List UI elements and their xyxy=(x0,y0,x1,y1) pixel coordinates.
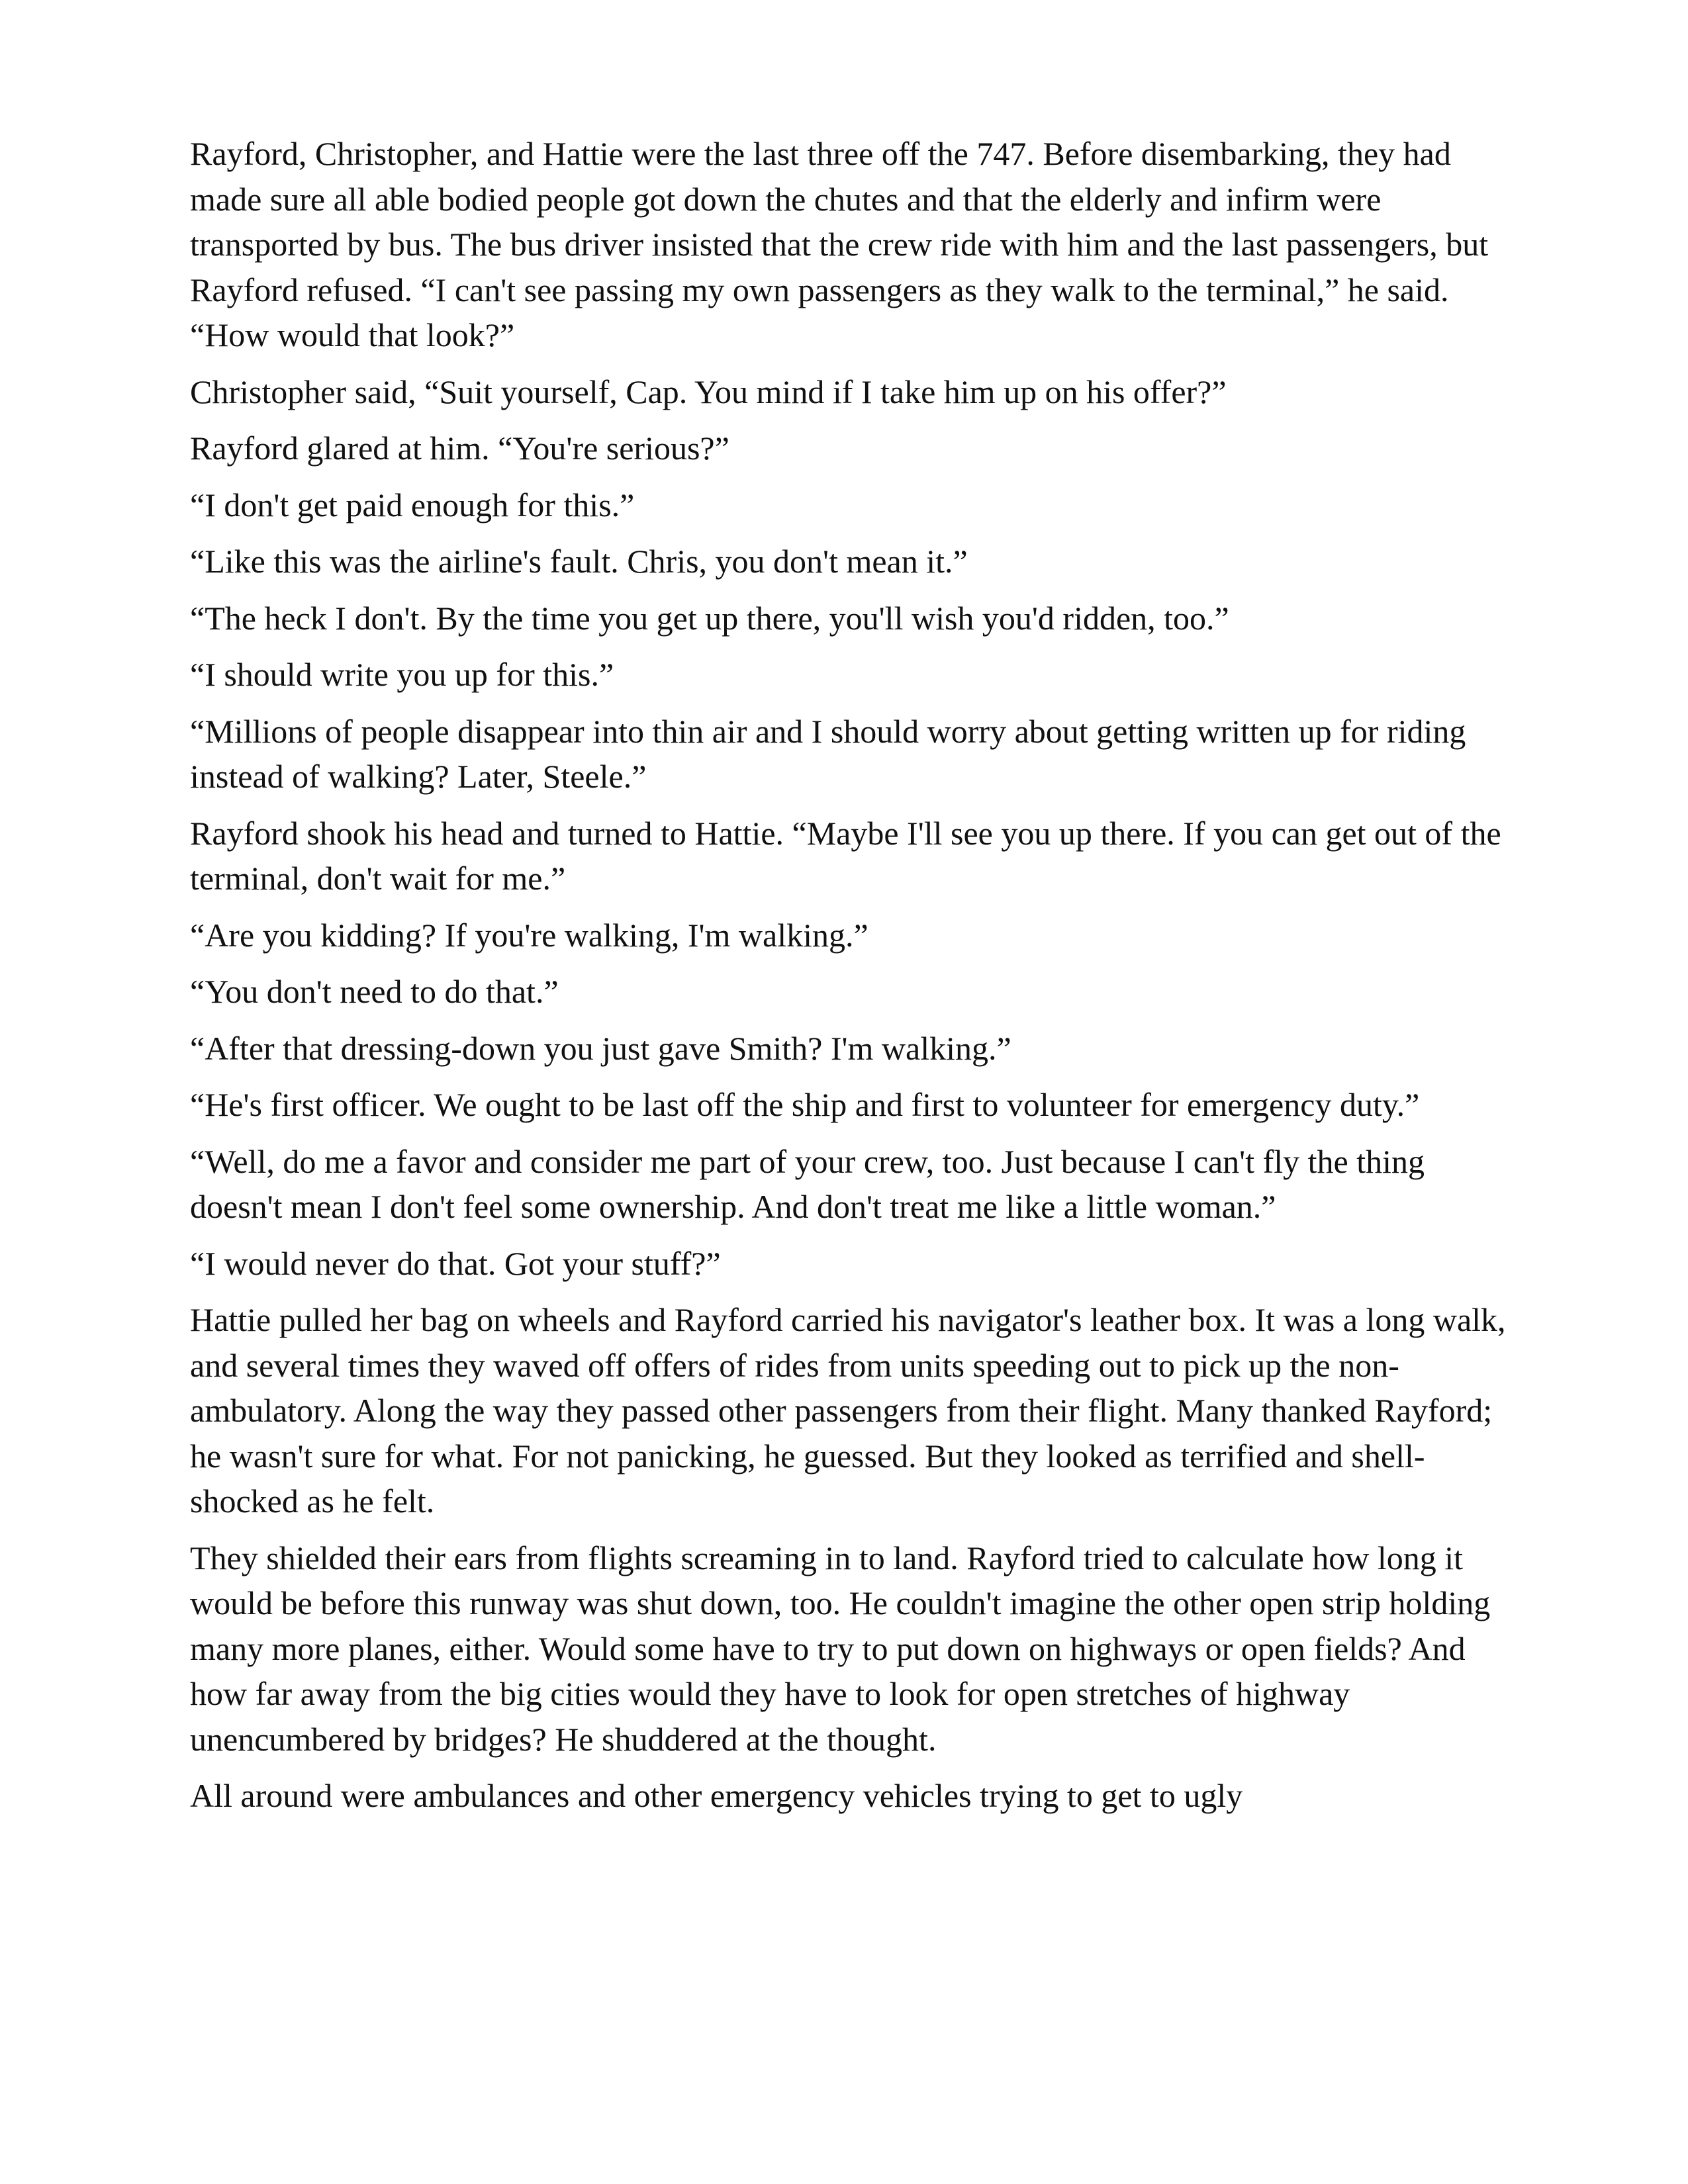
paragraph-10: “Are you kidding? If you're walking, I'm walking.” xyxy=(190,916,868,954)
paragraph-14: “Well, do me a favor and consider me part of your crew, too. Just because I can't fly the thing doesn't mean I don't feel some ownership. And don't treat me like a little woman.” xyxy=(190,1142,1425,1225)
paragraph-7: “I should write you up for this.” xyxy=(190,656,614,693)
body-text xyxy=(190,131,1507,1819)
paragraph-8: “Millions of people disappear into thin air and I should worry about getting written up for riding instead of walking? Later, Steele.” xyxy=(190,712,1466,795)
paragraph-12: “After that dressing-down you just gave Smith? I'm walking.” xyxy=(190,1029,1011,1067)
paragraph-18: All around were ambulances and other emergency vehicles trying to get to ugly xyxy=(190,1777,1243,1814)
paragraph-1: Rayford, Christopher, and Hattie were the last three off the 747. Before disembarking, they had made sure all able bodied people got down the chutes and that the elderly and infirm were transported by bus. The bus driver insisted that the crew ride with him and the last passengers, but Rayford refused. “I can't see passing my own passengers as they walk to the terminal,” he said. “How would that look?” xyxy=(190,135,1489,353)
paragraph-15: “I would never do that. Got your stuff?” xyxy=(190,1244,721,1282)
paragraph-11: “You don't need to do that.” xyxy=(190,973,559,1010)
paragraph-9: Rayford shook his head and turned to Hattie. “Maybe I'll see you up there. If you can get out of the terminal, don't wait for me.” xyxy=(190,814,1501,897)
paragraph-17: They shielded their ears from flights screaming in to land. Rayford tried to calculate how long it would be before this runway was shut down, too. He couldn't imagine the other open strip holding many more planes, either. Would some have to try to put down on highways or open fields? And how far away from the big cities would they have to look for open stretches of highway unencumbered by bridges? He shuddered at the thought. xyxy=(190,1539,1491,1758)
paragraph-4: “I don't get paid enough for this.” xyxy=(190,486,635,523)
paragraph-3: Rayford glared at him. “You're serious?” xyxy=(190,430,729,467)
paragraph-2: Christopher said, “Suit yourself, Cap. You mind if I take him up on his offer?” xyxy=(190,373,1227,410)
paragraph-6: “The heck I don't. By the time you get up there, you'll wish you'd ridden, too.” xyxy=(190,599,1229,637)
paragraph-5: “Like this was the airline's fault. Chris, you don't mean it.” xyxy=(190,543,968,580)
paragraph-13: “He's first officer. We ought to be last off the ship and first to volunteer for emergency duty.” xyxy=(190,1086,1420,1123)
paragraph-16: Hattie pulled her bag on wheels and Rayford carried his navigator's leather box. It was a long walk, and several times they waved off offers of rides from units speeding out to pick up the non-ambulatory. Along the way they passed other passengers from their flight. Many thanked Rayford; he wasn't sure for what. For not panicking, he guessed. But they looked as terrified and shell-shocked as he felt. xyxy=(190,1301,1506,1520)
